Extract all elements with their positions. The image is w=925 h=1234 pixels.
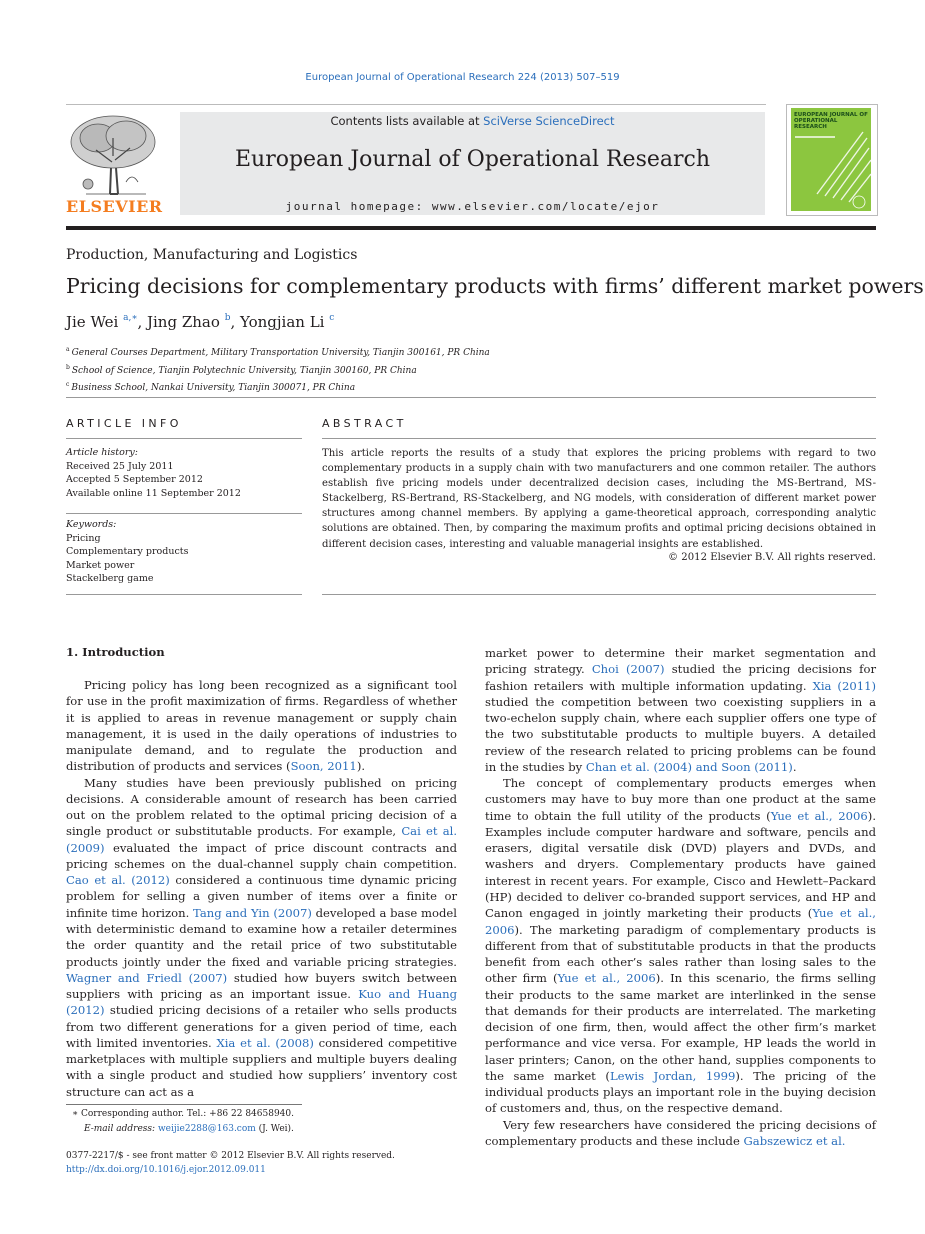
citation-link[interactable]: Lewis Jordan, 1999 [609, 1068, 736, 1083]
sciencedirect-link[interactable]: SciVerse ScienceDirect [483, 114, 615, 128]
paragraph: Very few researchers have considered the pricing decisions of complementary products and these include Gabszewicz et al. [485, 1117, 876, 1148]
affiliation [66, 361, 490, 379]
divider [322, 594, 876, 595]
author-list: Jie Wei $^{a,∗}$, Jing Zhao $^b$, Yongjian Li $^c$ [66, 313, 335, 331]
affiliation-mark: b [66, 363, 70, 371]
keywords-label: Keywords: [66, 519, 117, 530]
author-name[interactable]: Jing Zhao [147, 313, 220, 331]
paragraph: Many studies have been previously published on pricing decisions. A considerable amount of research has been carried out on the problem related to the optimal pricing decision of a single product or substitutable products. For example, Cai et al. (2009) evaluated the impact of price discount contracts and pricing schemes on the dual-channel supply chain competition. Cao et al. (2012) considered a continuous time dynamic pricing problem for selling a given number of items over a finite or infinite time horizon. Tang and Yin (2007) developed a base model with deterministic demand to examine how a retailer determines the order quantity and the retail price of two substitutable products jointly under the fixed and variable pricing strategies. Wagner and Friedl (2007) studied how buyers switch between suppliers with pricing as an important issue. Kuo and Huang (2012) studied pricing decisions of a retailer who sells products from two different generations for a given period of time, each with limited inventories. Xia et al. (2008) considered competitive marketplaces with multiple suppliers and multiple buyers dealing with a single product and studied how suppliers’ inventory cost structure can act as a [66, 775, 458, 1099]
affiliation [66, 343, 490, 361]
divider [66, 438, 302, 439]
author-affiliation-mark[interactable]: b [224, 313, 231, 323]
divider [322, 438, 876, 439]
citation-link[interactable]: Cao et al. (2012) [66, 873, 170, 888]
paragraph: market power to determine their market segmentation and pricing strategy. Choi (2007) studied the pricing decisions for fashion retailers with multiple information updating. Xia (2011) studied the competition between two coexisting suppliers in a two-echelon supply chain, where each supplier offers one type of the two substitutable products to multiple buyers. A detailed review of the research related to pricing problems can be found in the studies by Chan et al. (2004) and Soon (2011). [485, 646, 876, 774]
author-name[interactable]: Jie Wei [66, 313, 119, 331]
body-column-right [485, 645, 876, 1149]
header-thick-rule [66, 226, 876, 230]
homepage-link[interactable]: www.elsevier.com/locate/ejor [431, 200, 660, 213]
affiliation-text: General Courses Department, Military Transportation University, Tianjin 300161, PR China [71, 348, 490, 358]
footnote [66, 1107, 294, 1137]
article-info-heading: ARTICLE INFO [66, 417, 182, 430]
citation-link[interactable]: Kuo and Huang (2012) [66, 987, 457, 1018]
issn-line: 0377-2217/$ - see front matter © 2012 Elsevier B.V. All rights reserved. [66, 1151, 395, 1161]
history-item: Available online 11 September 2012 [66, 487, 241, 499]
tree-icon [66, 112, 160, 198]
header-rule [66, 104, 766, 105]
section-label: Production, Manufacturing and Logistics [66, 247, 358, 263]
abstract-text: This article reports the results of a study that explores the pricing problems with regard to two complementary products in a supply chain with two manufacturers and one common retailer. The authors establish five pricing models under decentralized decision cases, including the MS-Bertrand, MS-Stackelberg, RS-Bertrand, RS-Stackelberg, and NG models, with consideration of different market power structures among channel members. By applying a game-theoretical approach, corresponding analytic solutions are obtained. Then, by comparing the maximum profits and optimal pricing decisions obtained in different decision cases, interesting and valuable managerial insights are established. [322, 448, 876, 550]
front-matter [66, 1150, 395, 1177]
citation-link[interactable]: Yue et al., 2006 [485, 906, 876, 937]
paragraph: The concept of complementary products emerges when customers may have to buy more than one product at the same time to obtain the full utility of the products (Yue et al., 2006). Examples include computer hardware and software, pencils and erasers, digital versatile disk (DVD) players and DVDs, and washers and dryers. Complementary products have gained interest in recent years. For example, Cisco and Hewlett–Packard (HP) decided to deliver co-branded support services, and HP and Canon engaged in jointly marketing their products (Yue et al., 2006). The marketing paradigm of complementary products is different from that of substitutable products in that the products benefit from each other’s sales rather than losing sales to the other firm (Yue et al., 2006). In this scenario, the firms selling their products to the same market are interlinked in the sense that demands for their products are interrelated. The marketing decision of one firm, then, would affect the other firm’s market performance and vice versa. For example, HP leads the world in laser printers; Canon, on the other hand, supplies components to the same market (Lewis Jordan, 1999). The pricing of the individual products plays an important role in the buying decision of customers and, thus, on the respective demand. [485, 776, 877, 1116]
email-link[interactable]: weijie2288@163.com [157, 1124, 256, 1134]
citation-link[interactable]: Gabszewicz et al. [743, 1133, 846, 1148]
divider [66, 397, 876, 398]
citation-link[interactable]: Choi (2007) [591, 662, 665, 677]
section-heading-introduction: 1. Introduction [66, 645, 165, 659]
doi-link[interactable]: http://dx.doi.org/10.1016/j.ejor.2012.09.011 [66, 1164, 266, 1175]
corresponding-author-note: ∗ Corresponding author. Tel.: +86 22 84658940. [72, 1109, 294, 1119]
history-item: Accepted 5 September 2012 [66, 474, 203, 485]
affiliations [66, 343, 490, 396]
citation-link[interactable]: Xia (2011) [812, 678, 876, 693]
email-suffix: (J. Wei). [255, 1124, 294, 1134]
journal-title: European Journal of Operational Research [234, 147, 711, 172]
citation-link[interactable]: Chan et al. (2004) and Soon (2011) [585, 759, 793, 774]
affiliation-mark: c [66, 381, 70, 388]
homepage-line [180, 200, 765, 213]
citation-link[interactable]: Xia et al. (2008) [216, 1035, 314, 1050]
citation-link[interactable]: Tang and Yin (2007) [193, 905, 312, 920]
citation-link[interactable]: Wagner and Friedl (2007) [66, 970, 228, 985]
article-history [66, 446, 241, 500]
elsevier-wordmark: ELSEVIER [66, 197, 163, 216]
contents-line [180, 114, 765, 128]
citation-link[interactable]: Yue et al., 2006 [770, 808, 868, 823]
affiliation [66, 378, 490, 396]
article-title: Pricing decisions for complementary products with firms’ different market powers [66, 274, 924, 298]
abstract-heading: ABSTRACT [322, 417, 407, 430]
elsevier-logo[interactable] [66, 112, 163, 216]
email-line [66, 1122, 294, 1137]
author-affiliation-mark[interactable]: a,∗ [123, 313, 138, 323]
body-column-left [66, 677, 457, 1100]
contents-prefix: Contents lists available at [330, 114, 484, 128]
divider [66, 594, 302, 595]
keyword: Pricing [66, 532, 101, 544]
homepage-prefix: journal homepage: [285, 200, 432, 213]
cover-title: EUROPEAN JOURNAL OF OPERATIONAL RESEARCH [794, 112, 868, 130]
keyword: Market power [66, 559, 135, 571]
divider [66, 513, 302, 514]
running-head[interactable]: European Journal of Operational Research 224 (2013) 507–519 [305, 72, 620, 83]
affiliation-mark: a [66, 346, 70, 353]
cover-graphic-icon [791, 108, 871, 211]
affiliation-text: Business School, Nankai University, Tianjin 300071, PR China [71, 383, 356, 393]
footnote-rule [66, 1104, 302, 1105]
history-item: Received 25 July 2011 [66, 460, 174, 472]
cover-image [791, 108, 871, 211]
journal-cover-thumbnail[interactable] [786, 104, 878, 216]
keywords [66, 518, 188, 586]
email-label: E-mail address: [84, 1124, 158, 1134]
journal-banner [180, 112, 765, 215]
copyright-line: © 2012 Elsevier B.V. All rights reserved. [668, 552, 876, 563]
citation-link[interactable]: Yue et al., 2006 [557, 971, 656, 986]
citation-link[interactable]: Soon, 2011 [290, 759, 357, 774]
keyword: Stackelberg game [66, 573, 154, 584]
author-affiliation-mark[interactable]: c [329, 313, 335, 323]
citation-link[interactable]: Cai et al. (2009) [66, 824, 458, 855]
paragraph: Pricing policy has long been recognized as a significant tool for use in the profit maximization of firms. Regardless of whether it is applied to areas in revenue management or supply chain management, it is used in the daily operations of industries to manipulate demand, and to regulate the production and distribution of products and services (Soon, 2011). [66, 678, 457, 774]
history-label: Article history: [66, 447, 138, 458]
keyword: Complementary products [66, 546, 189, 557]
author-name[interactable]: Yongjian Li [240, 313, 325, 331]
affiliation-text: School of Science, Tianjin Polytechnic University, Tianjin 300160, PR China [71, 365, 417, 376]
